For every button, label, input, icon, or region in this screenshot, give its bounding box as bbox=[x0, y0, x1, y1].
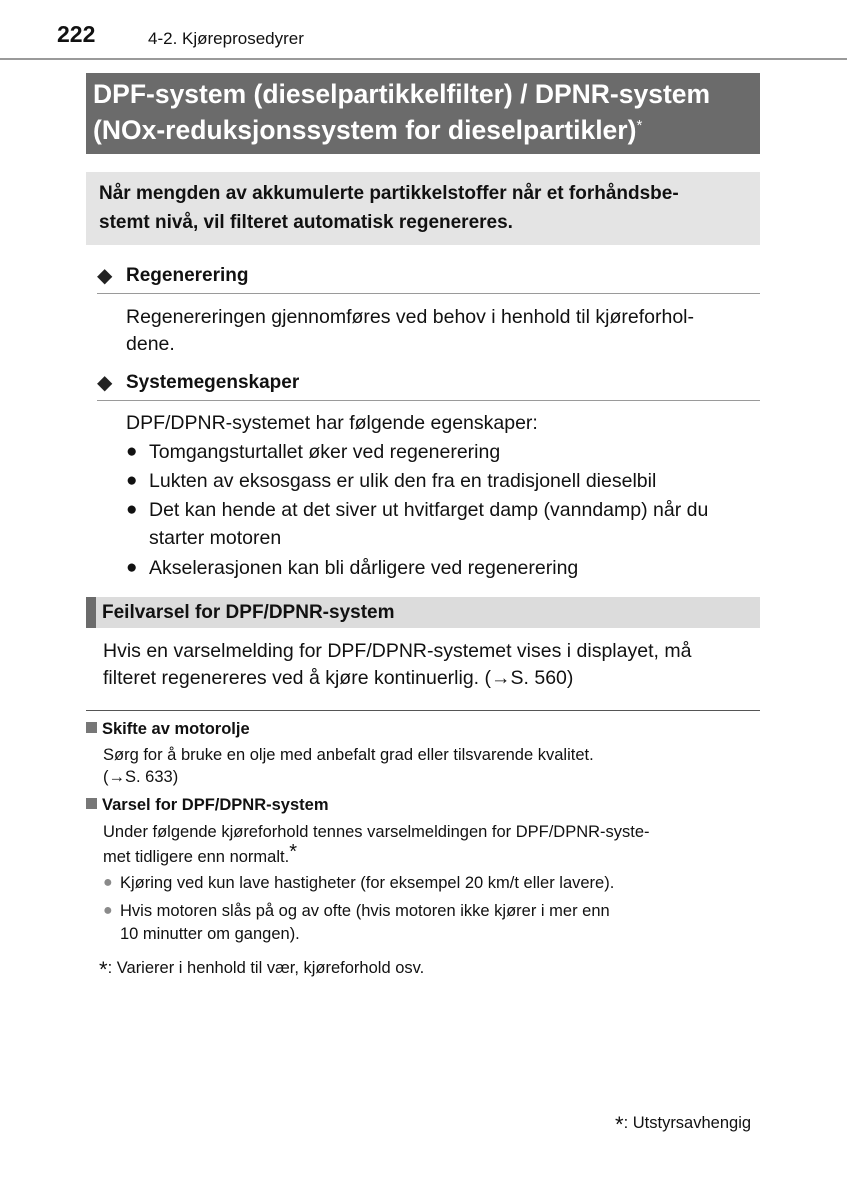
page-number: 222 bbox=[57, 21, 96, 47]
footer-star: * bbox=[615, 1112, 624, 1137]
square-bullet-icon bbox=[86, 722, 97, 733]
bullet-dot-icon: ● bbox=[126, 470, 138, 491]
feilvarsel-line-2: filteret regenereres ved å kjøre kontinuerlig. (→S. 560) bbox=[103, 667, 574, 689]
systemegenskaper-heading: Systemegenskaper bbox=[126, 372, 300, 393]
regenerering-line-2: dene. bbox=[126, 333, 175, 355]
square-bullet-icon bbox=[86, 798, 97, 809]
systemegenskaper-lead: DPF/DPNR-systemet har følgende egenskaper: bbox=[126, 412, 538, 434]
list-item: Hvis motoren slås på og av ofte (hvis motoren ikke kjører i mer enn bbox=[120, 902, 610, 920]
list-item: Tomgangsturtallet øker ved regenerering bbox=[149, 441, 501, 463]
diamond-icon: ◆ bbox=[97, 372, 113, 394]
footnote-star: * bbox=[99, 957, 108, 982]
oil-note-heading bbox=[86, 720, 250, 739]
warn-note-line-2-text: met tidligere enn normalt. bbox=[103, 848, 290, 866]
list-item: Kjøring ved kun lave hastigheter (for eksempel 20 km/t eller lavere). bbox=[120, 874, 615, 892]
bullet-dot-icon: ● bbox=[126, 499, 138, 520]
footnote-star: * bbox=[289, 841, 297, 863]
intro-line-1: Når mengden av akkumulerte partikkelstoffer når et forhåndsbe- bbox=[99, 183, 679, 204]
list-item-continuation: 10 minutter om gangen). bbox=[120, 925, 300, 943]
regenerering-divider bbox=[97, 293, 760, 294]
list-item-continuation: starter motoren bbox=[149, 527, 282, 549]
diamond-icon: ◆ bbox=[97, 265, 113, 287]
page-title-line-2-text: (NOx-reduksjonssystem for dieselpartikler) bbox=[93, 115, 637, 145]
footnote bbox=[99, 953, 425, 982]
bullet-dot-icon: ● bbox=[126, 557, 138, 578]
equipment-star: * bbox=[636, 117, 643, 134]
page-title-line-1: DPF-system (dieselpartikkelfilter) / DPNR-system bbox=[93, 79, 711, 109]
warn-note-heading bbox=[86, 796, 329, 815]
intro-box bbox=[86, 172, 760, 245]
regenerering-heading: Regenerering bbox=[126, 265, 249, 286]
header-divider bbox=[0, 58, 847, 60]
bullet-dot-icon: ● bbox=[103, 874, 113, 891]
list-item: Det kan hende at det siver ut hvitfarget damp (vanndamp) når du bbox=[149, 499, 709, 521]
footnote-text: : Varierer i henhold til vær, kjøreforhold osv. bbox=[107, 959, 425, 977]
oil-note-heading-text: Skifte av motorolje bbox=[102, 720, 250, 738]
page-title-line-2 bbox=[93, 115, 642, 146]
systemegenskaper-divider bbox=[97, 400, 760, 401]
footer-text: : Utstyrsavhengig bbox=[623, 1114, 752, 1132]
section-label: 4-2. Kjøreprosedyrer bbox=[148, 29, 304, 48]
oil-note-line-1: Sørg for å bruke en olje med anbefalt grad eller tilsvarende kvalitet. bbox=[103, 746, 594, 764]
warn-note-line-1: Under følgende kjøreforhold tennes varselmeldingen for DPF/DPNR-syste- bbox=[103, 823, 650, 841]
feilvarsel-line-1: Hvis en varselmelding for DPF/DPNR-systemet vises i displayet, må bbox=[103, 640, 692, 662]
feilvarsel-heading-bar bbox=[86, 597, 96, 628]
notes-divider bbox=[86, 710, 760, 711]
list-item: Akselerasjonen kan bli dårligere ved regenerering bbox=[149, 557, 579, 579]
intro-line-2: stemt nivå, vil filteret automatisk regenereres. bbox=[99, 212, 513, 233]
bullet-dot-icon: ● bbox=[103, 902, 113, 919]
list-item: Lukten av eksosgass er ulik den fra en tradisjonell dieselbil bbox=[149, 470, 657, 492]
regenerering-line-1: Regenereringen gjennomføres ved behov i henhold til kjøreforhol- bbox=[126, 306, 694, 328]
page-title-box bbox=[86, 73, 760, 154]
oil-note-line-2: (→S. 633) bbox=[103, 768, 179, 786]
feilvarsel-heading: Feilvarsel for DPF/DPNR-system bbox=[102, 602, 395, 623]
footer-note bbox=[615, 1108, 752, 1137]
warn-note-heading-text: Varsel for DPF/DPNR-system bbox=[102, 796, 329, 814]
bullet-dot-icon: ● bbox=[126, 441, 138, 462]
warn-note-line-2 bbox=[103, 841, 297, 868]
